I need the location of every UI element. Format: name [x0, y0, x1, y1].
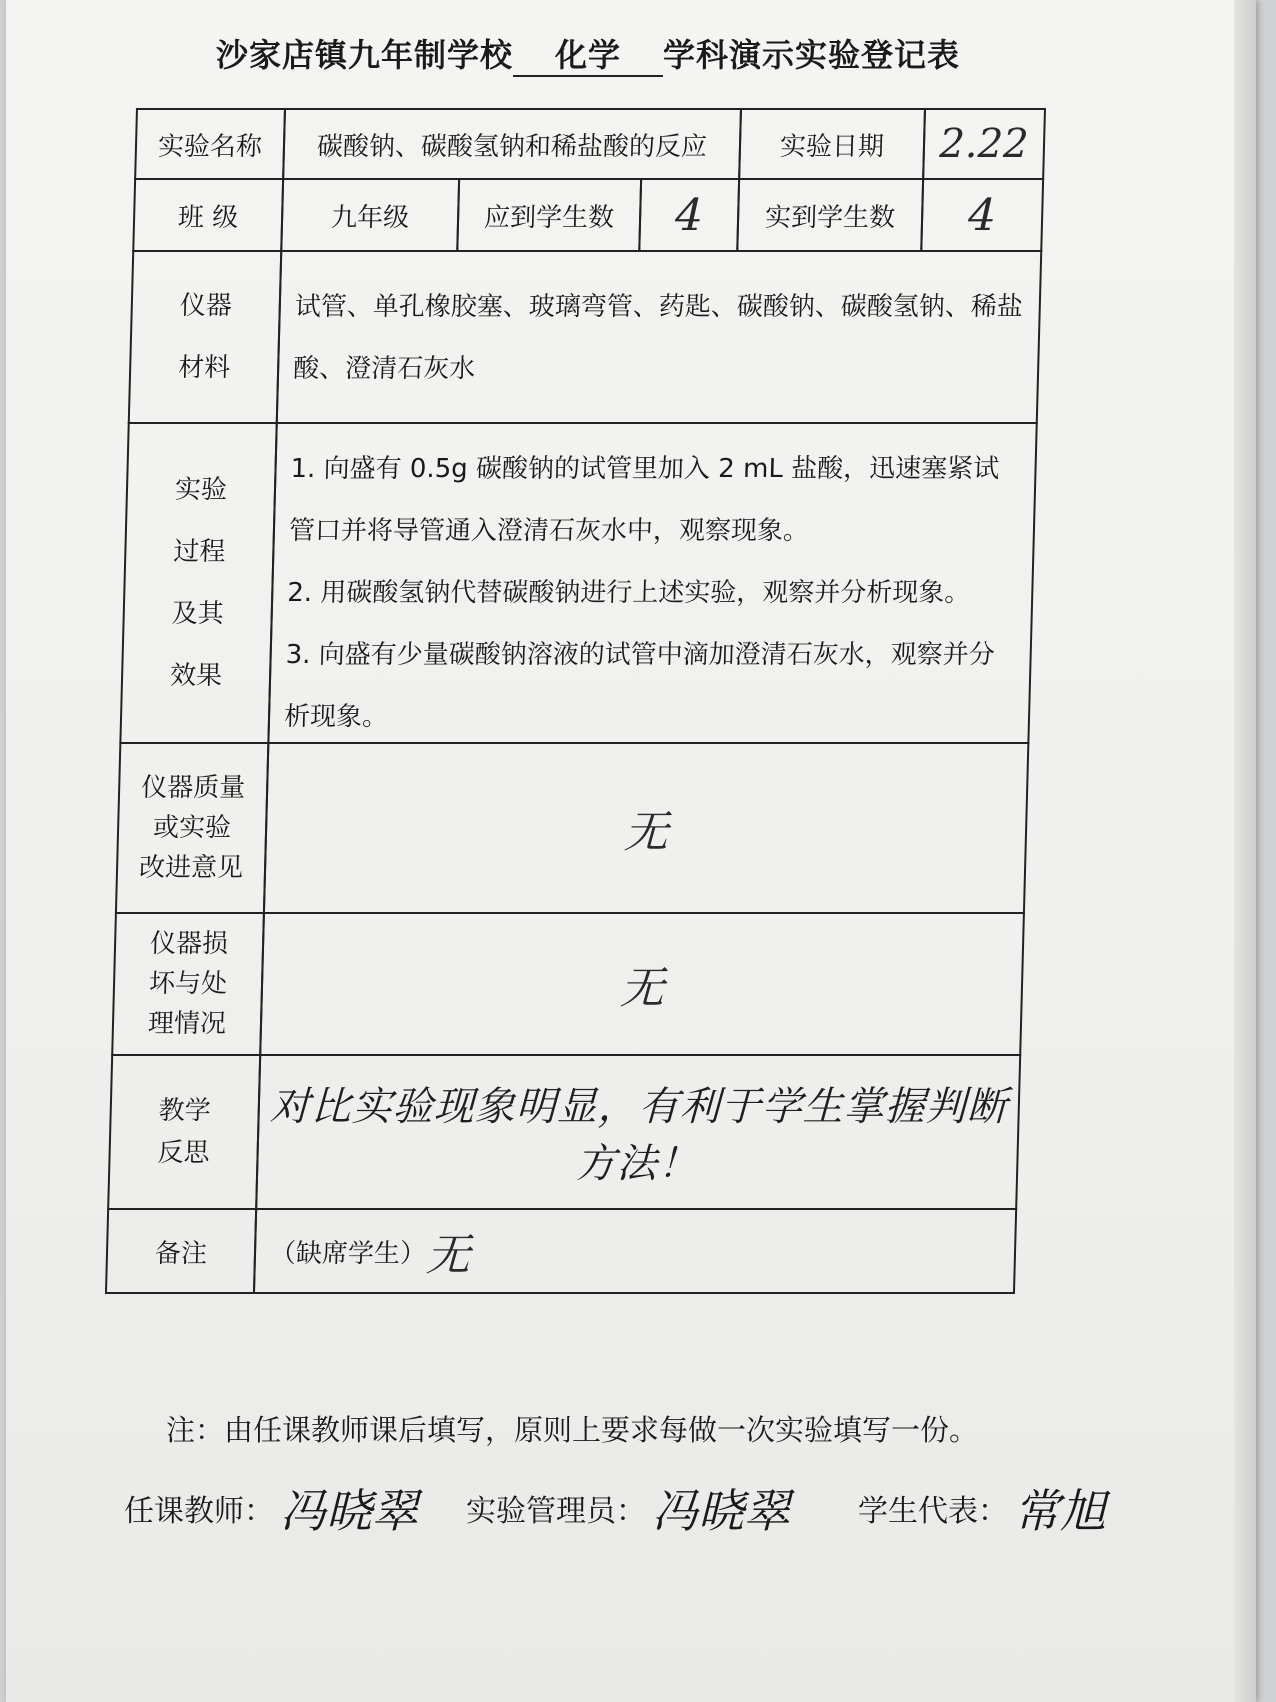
title-prefix: 沙家店镇九年制学校: [216, 36, 514, 74]
remarks-value: 无: [425, 1230, 471, 1281]
page-title: [216, 30, 1096, 86]
label-actual-students: 实到学生数: [736, 178, 924, 252]
admin-signature: 冯晓翠: [652, 1484, 790, 1538]
label-class: 班 级: [132, 178, 284, 252]
process-step-2: 2. 用碳酸氢钠代替碳酸钠进行上述实验，观察并分析现象。: [286, 578, 971, 608]
label-reflection: 教学 反思: [107, 1054, 261, 1210]
paper-stack-edge: [1234, 0, 1256, 1702]
damage-value: 无: [259, 912, 1025, 1056]
remarks-cell: [253, 1208, 1017, 1294]
admin-label: 实验管理员：: [466, 1494, 646, 1529]
label-process: 实验 过程 及其 效果: [119, 422, 277, 744]
remarks-prefix: （缺席学生）: [269, 1238, 427, 1269]
student-signature-block: [858, 1475, 1106, 1541]
teacher-label: 任课教师：: [124, 1494, 274, 1529]
process-step-1: 1. 向盛有 0.5g 碳酸钠的试管里加入 2 mL 盐酸，迅速塞紧试管口并将导管通入澄清石灰水中，观察现象。: [288, 454, 1000, 546]
label-experiment-date: 实验日期: [738, 108, 926, 180]
paper-sheet: [6, 0, 1256, 1702]
actual-students-value: 4: [920, 178, 1044, 252]
footer-note: 注：由任课教师课后填写，原则上要求每做一次实验填写一份。: [166, 1413, 979, 1447]
label-remarks: 备注: [105, 1208, 257, 1294]
student-signature: 常旭: [1014, 1484, 1106, 1538]
student-label: 学生代表：: [858, 1494, 1008, 1529]
quality-value: 无: [263, 742, 1030, 914]
materials-value: 试管、单孔橡胶塞、玻璃弯管、药匙、碳酸钠、碳酸氢钠、稀盐酸、澄清石灰水: [276, 250, 1043, 424]
expected-students-value: 4: [638, 178, 740, 252]
label-experiment-name: 实验名称: [134, 108, 286, 180]
experiment-name-value: 碳酸钠、碳酸氢钠和稀盐酸的反应: [282, 108, 742, 180]
label-damage: 仪器损 坏与处 理情况: [111, 912, 265, 1056]
experiment-date-value: 2.22: [922, 108, 1046, 180]
teacher-signature-block: [124, 1475, 418, 1541]
label-expected-students: 应到学生数: [456, 178, 642, 252]
reflection-value: 对比实验现象明显，有利于学生掌握判断方法！: [255, 1054, 1021, 1210]
class-value: 九年级: [280, 178, 460, 252]
process-steps: [267, 422, 1037, 744]
admin-signature-block: [466, 1475, 790, 1541]
teacher-signature: 冯晓翠: [280, 1484, 418, 1538]
subject-field: 化学: [513, 35, 663, 77]
label-materials: 仪器 材料: [128, 250, 283, 424]
process-step-3: 3. 向盛有少量碳酸钠溶液的试管中滴加澄清石灰水，观察并分析现象。: [283, 640, 996, 732]
registration-form: [42, 108, 1176, 1393]
label-quality: 仪器质量 或实验 改进意见: [115, 742, 270, 914]
title-suffix: 学科演示实验登记表: [663, 36, 961, 74]
